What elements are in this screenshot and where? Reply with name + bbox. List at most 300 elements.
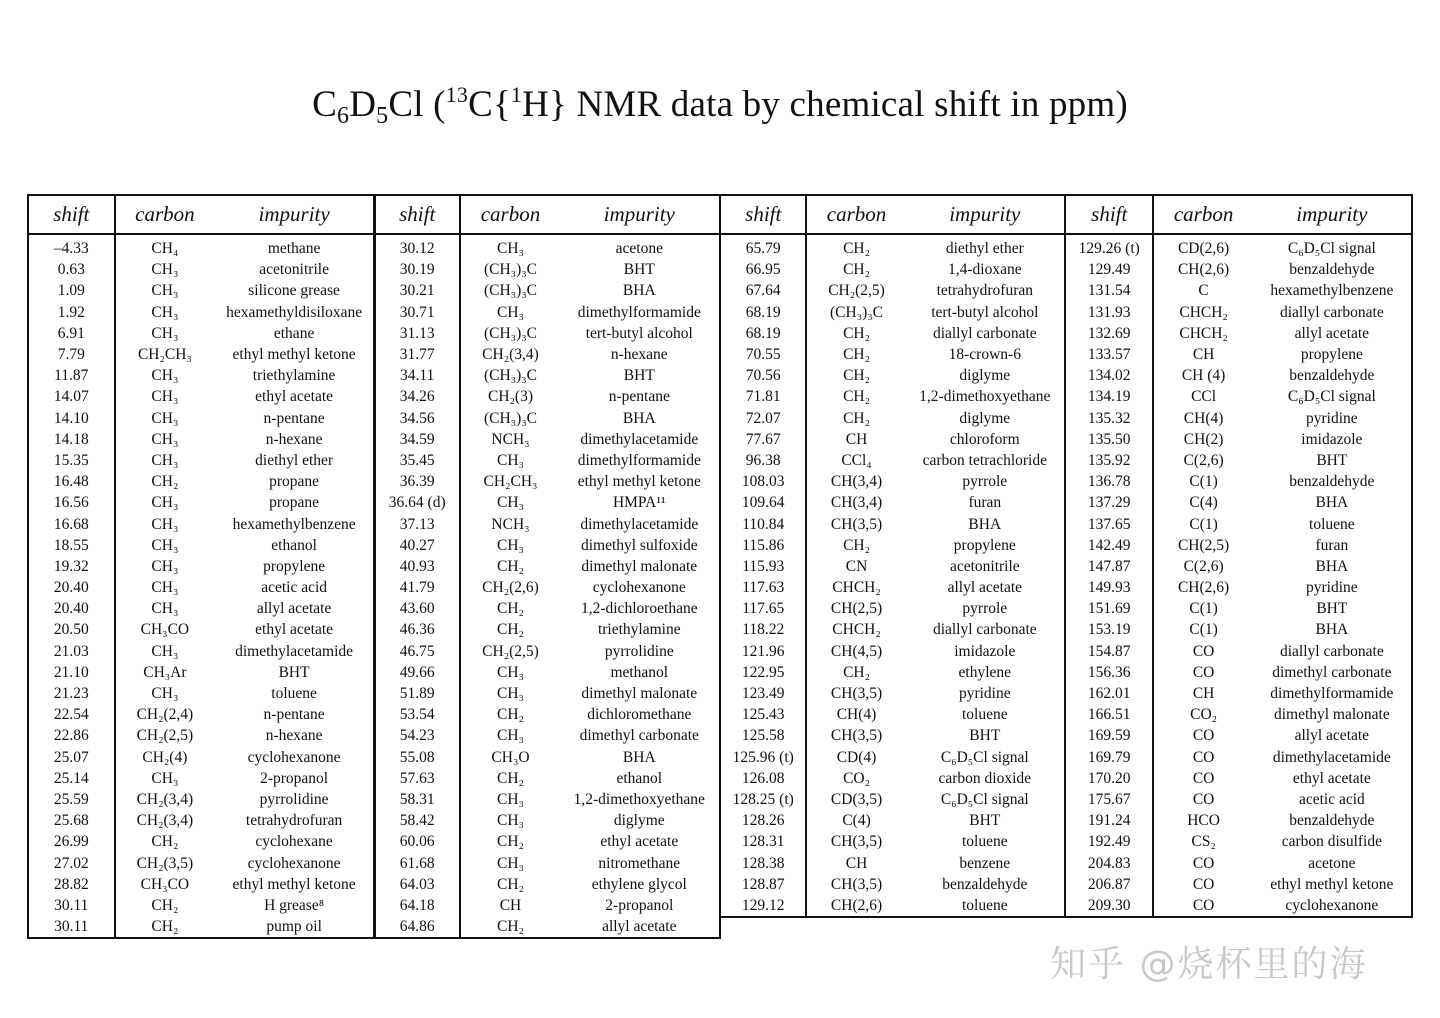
carbon-cell: CH₂	[497, 918, 524, 936]
shift-cell: 134.19	[1066, 386, 1153, 407]
impurity-cell: diallyl carbonate	[932, 324, 1037, 342]
table-row	[375, 874, 719, 895]
shift-cell: 7.79	[29, 344, 115, 365]
shift-cell: 136.78	[1066, 471, 1153, 492]
table-row	[1066, 789, 1411, 810]
table-row	[1066, 535, 1411, 556]
carbon-cell: CH₃	[151, 557, 179, 575]
carbon-cell: CH₂(4)	[142, 748, 188, 766]
shift-cell: 37.13	[375, 513, 460, 534]
table-row	[375, 344, 719, 365]
shift-cell: –4.33	[29, 234, 115, 259]
impurity-cell: diglyme	[959, 367, 1011, 385]
shift-cell: 41.79	[375, 577, 460, 598]
shift-cell: 25.68	[29, 810, 115, 831]
shift-cell: 34.56	[375, 408, 460, 429]
carbon-cell: CHCH₂	[1179, 303, 1228, 321]
carbon-cell: CH₂(3)	[487, 388, 533, 406]
impurity-cell: pump oil	[266, 918, 322, 936]
shift-cell: 169.59	[1066, 725, 1153, 746]
impurity-cell: ethyl methyl ketone	[232, 875, 356, 893]
carbon-cell: CH₂	[151, 896, 179, 914]
impurity-cell: H grease⁸	[264, 896, 325, 914]
impurity-cell: n-pentane	[263, 409, 325, 427]
impurity-cell: imidazole	[1301, 430, 1363, 448]
impurity-cell: BHA	[622, 409, 656, 427]
shift-cell: 58.42	[375, 810, 460, 831]
impurity-cell: cyclohexane	[255, 833, 333, 851]
impurity-cell: BHA	[622, 282, 656, 300]
table-row	[721, 810, 1064, 831]
impurity-cell: ethylene glycol	[591, 875, 687, 893]
impurity-cell: BHT	[1316, 451, 1348, 469]
impurity-cell: hexamethylbenzene	[232, 515, 356, 533]
shift-cell: 166.51	[1066, 704, 1153, 725]
table-row	[721, 662, 1064, 683]
table-row	[1066, 704, 1411, 725]
carbon-cell: CH₂	[843, 367, 870, 385]
shift-cell: 128.26	[721, 810, 806, 831]
shift-cell: 46.36	[375, 619, 460, 640]
impurity-cell: tetrahydrofuran	[245, 812, 343, 830]
table-row	[721, 725, 1064, 746]
shift-cell: 36.39	[375, 471, 460, 492]
shift-cell: 19.32	[29, 556, 115, 577]
table-row	[1066, 619, 1411, 640]
shift-cell: 133.57	[1066, 344, 1153, 365]
table-row	[29, 323, 374, 344]
table-row	[721, 556, 1064, 577]
shift-cell: 64.03	[375, 874, 460, 895]
header-row	[375, 196, 719, 234]
carbon-cell: CH₂	[843, 346, 870, 364]
shift-cell: 51.89	[375, 683, 460, 704]
table-row	[29, 429, 374, 450]
carbon-cell: CH(2,6)	[1177, 261, 1230, 279]
table-row	[375, 683, 719, 704]
carbon-cell: C(1)	[1189, 621, 1218, 639]
table-row	[29, 280, 374, 301]
carbon-cell: (CH₃)₃C	[483, 324, 537, 342]
table-row	[375, 280, 719, 301]
shift-cell: 109.64	[721, 492, 806, 513]
impurity-cell: n-pentane	[608, 388, 670, 406]
carbon-header: carbon	[806, 196, 905, 234]
table-row	[1066, 598, 1411, 619]
carbon-cell: CH(2,6)	[830, 896, 883, 914]
impurity-cell: BHT	[1316, 600, 1348, 618]
carbon-cell: CH₃	[497, 451, 524, 469]
table-block-4	[1064, 194, 1413, 918]
shift-cell: 30.71	[375, 302, 460, 323]
shift-cell: 21.10	[29, 662, 115, 683]
carbon-cell: CH₂(2,6)	[482, 579, 539, 597]
table-row	[721, 619, 1064, 640]
carbon-cell: CCl	[1191, 388, 1217, 406]
table-row	[375, 513, 719, 534]
table-row	[721, 323, 1064, 344]
carbon-cell: CHCH₂	[832, 621, 881, 639]
shift-cell: 126.08	[721, 768, 806, 789]
carbon-cell: CH₂(3,4)	[136, 812, 194, 830]
shift-cell: 131.54	[1066, 280, 1153, 301]
shift-cell: 71.81	[721, 386, 806, 407]
impurity-cell: cyclohexanone	[592, 579, 686, 597]
table-row	[375, 725, 719, 746]
table-row	[29, 471, 374, 492]
shift-cell: 14.18	[29, 429, 115, 450]
table-row	[375, 556, 719, 577]
shift-cell: 30.21	[375, 280, 460, 301]
shift-cell: 55.08	[375, 747, 460, 768]
shift-cell: 16.56	[29, 492, 115, 513]
impurity-cell: toluene	[961, 833, 1008, 851]
shift-cell: 134.02	[1066, 365, 1153, 386]
impurity-cell: dimethylformamide	[577, 303, 701, 321]
impurity-cell: nitromethane	[598, 854, 681, 872]
carbon-cell: CH₃	[151, 769, 179, 787]
shift-cell: 156.36	[1066, 662, 1153, 683]
carbon-cell: CH(3,5)	[830, 833, 883, 851]
table-row	[29, 916, 374, 937]
carbon-cell: CH₂(3,4)	[482, 346, 539, 364]
carbon-cell: CH₃	[497, 727, 524, 745]
impurity-cell: hexamethyldisiloxane	[226, 303, 363, 321]
table-row	[721, 683, 1064, 704]
carbon-cell: (CH₃)₃C	[483, 409, 537, 427]
shift-cell: 11.87	[29, 365, 115, 386]
table-row	[29, 535, 374, 556]
shift-cell: 135.32	[1066, 408, 1153, 429]
table-row	[721, 492, 1064, 513]
shift-cell: 40.93	[375, 556, 460, 577]
shift-cell: 64.86	[375, 916, 460, 937]
shift-cell: 191.24	[1066, 810, 1153, 831]
table-row	[29, 874, 374, 895]
impurity-cell: chloroform	[949, 430, 1020, 448]
carbon-cell: CH₃	[497, 685, 524, 703]
nmr-table	[29, 196, 374, 937]
shift-cell: 77.67	[721, 429, 806, 450]
carbon-cell: CH₃	[497, 812, 524, 830]
carbon-cell: CH₃	[497, 494, 524, 512]
carbon-cell: CH₃O	[491, 748, 530, 766]
carbon-cell: C(1)	[1189, 473, 1218, 491]
impurity-header: impurity	[214, 196, 374, 234]
shift-cell: 118.22	[721, 619, 806, 640]
shift-cell: 22.54	[29, 704, 115, 725]
carbon-cell: CH₃	[151, 579, 179, 597]
carbon-cell: CH₂	[843, 536, 870, 554]
carbon-cell: CH	[845, 430, 868, 448]
impurity-cell: ethyl acetate	[255, 388, 334, 406]
table-row	[29, 683, 374, 704]
shift-cell: 36.64 (d)	[375, 492, 460, 513]
table-row	[375, 259, 719, 280]
shift-cell: 25.07	[29, 747, 115, 768]
impurity-cell: dimethyl carbonate	[579, 727, 699, 745]
impurity-cell: HMPA¹¹	[612, 494, 666, 512]
carbon-cell: CD(4)	[836, 748, 877, 766]
impurity-cell: ethyl methyl ketone	[232, 346, 356, 364]
shift-cell: 137.29	[1066, 492, 1153, 513]
carbon-header: carbon	[115, 196, 215, 234]
table-row	[721, 450, 1064, 471]
impurity-cell: tert-butyl alcohol	[931, 303, 1039, 321]
table-row	[721, 513, 1064, 534]
carbon-cell: CH(3,4)	[830, 494, 883, 512]
shift-cell: 61.68	[375, 852, 460, 873]
impurity-cell: dimethylformamide	[1270, 685, 1394, 703]
impurity-cell: diglyme	[613, 812, 665, 830]
nmr-table	[721, 196, 1064, 916]
impurity-cell: n-pentane	[263, 706, 325, 724]
shift-cell: 110.84	[721, 513, 806, 534]
table-row	[1066, 234, 1411, 259]
impurity-cell: tert-butyl alcohol	[585, 324, 693, 342]
shift-cell: 6.91	[29, 323, 115, 344]
header-row	[29, 196, 374, 234]
carbon-cell: C(4)	[1189, 494, 1218, 512]
table-row	[1066, 895, 1411, 916]
table-block-3	[719, 194, 1066, 918]
shift-cell: 125.96 (t)	[721, 747, 806, 768]
impurity-cell: benzaldehyde	[942, 875, 1028, 893]
carbon-cell: CH	[1192, 346, 1215, 364]
impurity-cell: pyridine	[1306, 409, 1358, 427]
shift-header: shift	[1066, 196, 1153, 234]
carbon-cell: CO₂	[843, 769, 870, 787]
shift-cell: 135.92	[1066, 450, 1153, 471]
shift-cell: 170.20	[1066, 768, 1153, 789]
carbon-cell: CH(4)	[1183, 409, 1224, 427]
table-row	[375, 577, 719, 598]
carbon-cell: CH₃	[151, 430, 179, 448]
carbon-cell: CH₃	[151, 367, 179, 385]
impurity-cell: ethanol	[616, 769, 663, 787]
table-row	[721, 831, 1064, 852]
shift-cell: 128.87	[721, 874, 806, 895]
shift-cell: 43.60	[375, 598, 460, 619]
carbon-cell: CH₂(2,5)	[482, 642, 539, 660]
table-row	[721, 365, 1064, 386]
impurity-cell: acetone	[615, 240, 663, 258]
table-row	[375, 768, 719, 789]
impurity-cell: n-hexane	[610, 346, 668, 364]
carbon-cell: CH(3,5)	[830, 685, 883, 703]
impurity-cell: pyrrole	[962, 600, 1008, 618]
carbon-cell: CH₃	[151, 261, 179, 279]
impurity-cell: toluene	[271, 685, 317, 703]
table-row	[1066, 280, 1411, 301]
table-row	[29, 577, 374, 598]
table-row	[1066, 662, 1411, 683]
shift-cell: 34.11	[375, 365, 460, 386]
shift-header: shift	[375, 196, 460, 234]
table-row	[29, 386, 374, 407]
shift-cell: 34.26	[375, 386, 460, 407]
shift-cell: 60.06	[375, 831, 460, 852]
carbon-cell: CH₄	[151, 240, 179, 258]
impurity-cell: allyl acetate	[1294, 727, 1370, 745]
carbon-cell: CO	[1192, 748, 1215, 766]
carbon-cell: CH₂	[497, 621, 524, 639]
carbon-header: carbon	[1153, 196, 1252, 234]
table-row	[721, 704, 1064, 725]
shift-cell: 117.63	[721, 577, 806, 598]
impurity-cell: n-hexane	[265, 727, 323, 745]
carbon-cell: CH(4,5)	[830, 642, 883, 660]
impurity-cell: acetonitrile	[259, 261, 329, 279]
carbon-cell: CH₂	[151, 918, 179, 936]
table-row	[375, 302, 719, 323]
shift-cell: 128.25 (t)	[721, 789, 806, 810]
shift-cell: 66.95	[721, 259, 806, 280]
shift-cell: 30.11	[29, 916, 115, 937]
table-row	[721, 789, 1064, 810]
shift-cell: 149.93	[1066, 577, 1153, 598]
carbon-cell: CH(2,6)	[1177, 579, 1230, 597]
table-row	[29, 704, 374, 725]
impurity-cell: pyrrole	[962, 473, 1008, 491]
shift-cell: 169.79	[1066, 747, 1153, 768]
table-row	[721, 577, 1064, 598]
carbon-cell: CH₂CH₃	[483, 473, 538, 491]
carbon-cell: NCH₃	[491, 515, 530, 533]
carbon-cell: CH₃	[497, 303, 524, 321]
shift-cell: 64.18	[375, 895, 460, 916]
impurity-cell: acetone	[1308, 854, 1356, 872]
shift-cell: 204.83	[1066, 852, 1153, 873]
carbon-cell: CH(3,5)	[830, 875, 883, 893]
impurity-cell: dimethylacetamide	[235, 642, 354, 660]
carbon-cell: NCH₃	[491, 430, 530, 448]
carbon-cell: CH₃CO	[140, 621, 190, 639]
table-row	[29, 789, 374, 810]
shift-cell: 20.50	[29, 619, 115, 640]
shift-cell: 40.27	[375, 535, 460, 556]
carbon-cell: (CH₃)₃C	[830, 303, 884, 321]
table-row	[721, 302, 1064, 323]
table-row	[29, 831, 374, 852]
shift-cell: 26.99	[29, 831, 115, 852]
shift-cell: 121.96	[721, 641, 806, 662]
header-row	[1066, 196, 1411, 234]
table-row	[721, 471, 1064, 492]
table-row	[375, 852, 719, 873]
carbon-cell: CH₂(2,4)	[136, 706, 194, 724]
table-row	[375, 831, 719, 852]
impurity-cell: diglyme	[959, 409, 1011, 427]
carbon-cell: CH₃	[151, 303, 179, 321]
table-row	[1066, 683, 1411, 704]
shift-cell: 65.79	[721, 234, 806, 259]
shift-header: shift	[721, 196, 806, 234]
carbon-cell: CH₂	[151, 473, 179, 491]
impurity-cell: 1,4-dioxane	[947, 261, 1022, 279]
table-row	[29, 598, 374, 619]
carbon-cell: C(4)	[842, 812, 871, 830]
impurity-cell: 18-crown-6	[948, 346, 1021, 364]
carbon-cell: CO	[1192, 642, 1215, 660]
table-row	[29, 725, 374, 746]
carbon-cell: CH	[845, 854, 868, 872]
table-row	[1066, 471, 1411, 492]
carbon-cell: C(2,6)	[1183, 557, 1224, 575]
impurity-cell: dichloromethane	[587, 706, 692, 724]
shift-cell: 151.69	[1066, 598, 1153, 619]
impurity-cell: ethyl methyl ketone	[577, 473, 701, 491]
impurity-cell: ethanol	[271, 536, 317, 554]
carbon-cell: CH₃	[497, 790, 524, 808]
table-row	[375, 471, 719, 492]
impurity-cell: carbon dioxide	[938, 769, 1032, 787]
table-block-1	[27, 194, 376, 939]
carbon-cell: CO	[1192, 727, 1215, 745]
shift-header: shift	[29, 196, 115, 234]
shift-cell: 46.75	[375, 641, 460, 662]
table-row	[29, 619, 374, 640]
carbon-cell: CH₃Ar	[143, 663, 187, 681]
carbon-cell: HCO	[1187, 812, 1220, 830]
shift-cell: 154.87	[1066, 641, 1153, 662]
table-row	[29, 810, 374, 831]
impurity-cell: triethylamine	[597, 621, 681, 639]
table-row	[29, 450, 374, 471]
impurity-cell: ethylene	[958, 663, 1012, 681]
shift-cell: 128.31	[721, 831, 806, 852]
table-row	[1066, 408, 1411, 429]
shift-cell: 58.31	[375, 789, 460, 810]
table-row	[721, 280, 1064, 301]
table-row	[721, 535, 1064, 556]
table-row	[29, 408, 374, 429]
shift-cell: 25.14	[29, 768, 115, 789]
impurity-cell: diallyl carbonate	[1279, 642, 1384, 660]
carbon-cell: CH₃	[151, 324, 179, 342]
carbon-cell: CH₂	[843, 409, 870, 427]
impurity-cell: C₆D₅Cl signal	[940, 790, 1029, 808]
table-row	[1066, 450, 1411, 471]
shift-cell: 30.11	[29, 895, 115, 916]
table-row	[375, 619, 719, 640]
impurity-cell: silicone grease	[248, 282, 340, 300]
impurity-cell: benzaldehyde	[1289, 367, 1375, 385]
table-row	[721, 895, 1064, 916]
impurity-cell: diethyl ether	[945, 240, 1024, 258]
impurity-cell: dimethyl carbonate	[1272, 663, 1392, 681]
carbon-cell: CH₂	[497, 833, 524, 851]
table-row	[29, 344, 374, 365]
carbon-cell: CHCH₂	[832, 579, 881, 597]
shift-cell: 123.49	[721, 683, 806, 704]
impurity-cell: 1,2-dichloroethane	[580, 600, 698, 618]
table-row	[29, 492, 374, 513]
carbon-cell: (CH₃)₃C	[483, 367, 537, 385]
impurity-cell: acetonitrile	[949, 557, 1020, 575]
table-row	[375, 429, 719, 450]
impurity-cell: benzene	[959, 854, 1011, 872]
carbon-cell: CO	[1192, 769, 1215, 787]
shift-cell: 30.19	[375, 259, 460, 280]
table-row	[29, 641, 374, 662]
carbon-cell: CH (4)	[1181, 367, 1226, 385]
carbon-cell: (CH₃)₃C	[483, 282, 537, 300]
table-row	[375, 598, 719, 619]
shift-cell: 128.38	[721, 852, 806, 873]
header-row	[721, 196, 1064, 234]
impurity-cell: pyridine	[958, 685, 1011, 703]
